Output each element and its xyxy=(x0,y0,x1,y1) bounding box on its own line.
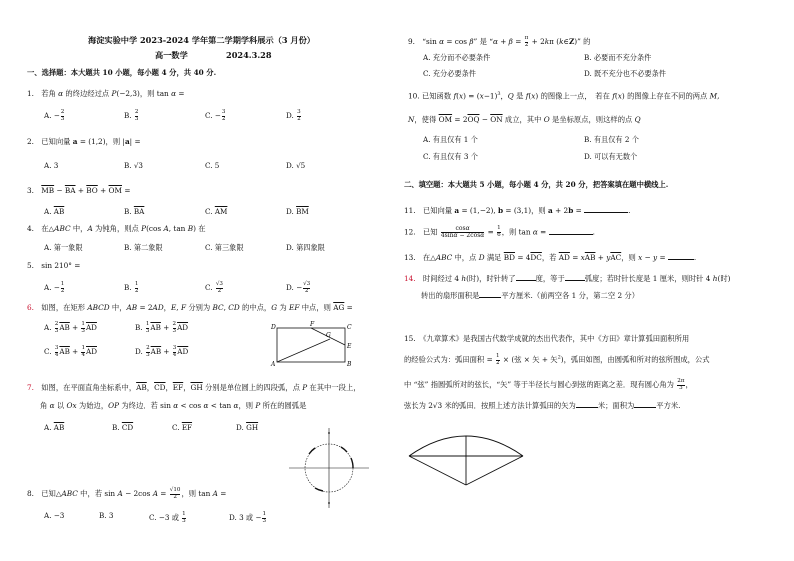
q7-option-a: A. $\overline{AB}$ xyxy=(44,423,65,432)
exam-title: 海淀实验中学 2023-2024 学年第二学期学科展示（3 月份） xyxy=(88,35,315,45)
q11-stem: 11. 已知向量 a = (1,−2), b = (3,1)，则 a + 2b = . xyxy=(404,206,631,215)
q2-stem: 2. 已知向量 a = (1,2)，则 |a| = xyxy=(27,137,141,146)
q6-stem: 6. 如图，在矩形 ABCD 中，AB = 2AD，E, F 分别为 BC, CD 的中点，G 为 EF 中点，则 $\overline{AG}$ = xyxy=(27,303,353,312)
q3-stem: 3. $\overline{MB} - \overline{BA} + \overline{BO} + \overline{OM}$ = xyxy=(27,186,131,195)
q12-stem: 12. 已知 $\frac{\cos\alpha}{4\sin\alpha - 2\cos\alpha}$ = $\frac{1}{6}$ ，则 tan α = . xyxy=(404,225,595,239)
q9-stem: 9. “sin α = cos β” 是 “α + β = $\frac{\pi}{2}$ + 2kπ (k∈Z)” 的 xyxy=(408,35,591,48)
q15-stem-line1: 15. 《九章算术》是我国古代数学成就的杰出代表作，其中《方田》章计算弧田面积所用 xyxy=(404,334,690,343)
q4-option-b: B. 第二象限 xyxy=(124,243,163,252)
q7-option-d: D. $\overline{GH}$ xyxy=(236,423,259,432)
q13-stem: 13. 在△ABC 中，点 D 满足 $\overline{BD} = 4\overline{DC}$，若 $\overline{AD} = x\overline{AB} + y\overline{AC}$，则 x − y = . xyxy=(404,253,697,262)
q1-option-d: D. $\frac{3}{2}$ xyxy=(286,109,301,122)
q6-fig-label-g: G xyxy=(326,332,331,339)
q5-option-a: A. − $\frac{1}{2}$ xyxy=(44,281,65,294)
q10-stem: 10. 已知函数 $f(x) = (x-1)^3$，Q 是 f(x) 的图像上一点， 若在 f(x) 的图像上存在不同的两点 M, xyxy=(408,91,720,101)
q5-option-b: B. $\frac{1}{2}$ xyxy=(124,281,139,294)
q5-stem: 5. sin 210° = xyxy=(27,261,81,270)
q8-option-d: D. 3 或 − $\frac{1}{3}$ xyxy=(229,511,266,524)
q3-option-c: C. $\overline{AM}$ xyxy=(205,207,228,216)
q7-stem-line2: 角 α 以 Ox 为始边，OP 为终边．若 sin α < cos α < tan α，则 P 所在的圆弧是 xyxy=(40,401,307,410)
q8-option-c: C. −3 或 $\frac{1}{3}$ xyxy=(149,511,186,524)
q8-option-b: B. 3 xyxy=(99,511,114,520)
q6-fig-label-d: D xyxy=(271,324,276,331)
q6-option-a: A. $\frac{2}{3}$ $\overline{AB}$ + $\frac{1}{3}$ $\overline{AD}$ xyxy=(44,321,97,334)
q1-option-b: B. $\frac{2}{3}$ xyxy=(124,109,139,122)
q6-fig-label-f: F xyxy=(310,321,315,328)
q4-stem: 4. 在△ABC 中，A 为钝角，则点 P(cos A, tan B) 在 xyxy=(27,224,206,233)
q6-fig-label-e: E xyxy=(347,343,352,350)
q5-option-d: D. − $\frac{√3}{2}$ xyxy=(286,281,311,294)
q6-option-d: D. $\frac{2}{3}$ $\overline{AB}$ + $\frac{3}{4}$ $\overline{AD}$ xyxy=(135,345,189,358)
section-fill-heading: 二、填空题：本大题共 5 小题，每小题 4 分，共 20 分，把答案填在题中横线上. xyxy=(404,180,669,189)
q3-option-a: A. $\overline{AB}$ xyxy=(44,207,65,216)
q9-option-a: A. 充分而不必要条件 xyxy=(423,53,491,62)
exam-subject: 高一数学 xyxy=(155,50,188,60)
q2-option-c: C. 5 xyxy=(205,161,220,170)
q14-stem-line2: 转出的扇形面积是 平方厘米.（前两空各 1 分，第二空 2 分） xyxy=(421,291,640,300)
q10-option-a: A. 有且仅有 1 个 xyxy=(423,135,478,144)
q3-option-d: D. $\overline{BM}$ xyxy=(286,207,309,216)
q6-fig-label-c: C xyxy=(347,324,352,331)
q4-option-d: D. 第四象限 xyxy=(286,243,325,252)
q15-stem-line4: 弦长为 2√3 米的弧田．按照上述方法计算弧田的矢为 米；面积为 平方米. xyxy=(404,401,681,410)
q2-option-b: B. √3 xyxy=(124,161,144,170)
q6-option-b: B. $\frac{1}{3}$ $\overline{AB}$ + $\frac{2}{3}$ $\overline{AD}$ xyxy=(135,321,189,334)
q9-option-d: D. 既不充分也不必要条件 xyxy=(584,69,666,78)
q1-option-c: C. − $\frac{3}{2}$ xyxy=(205,109,226,122)
q10-option-d: D. 可以有无数个 xyxy=(584,152,638,161)
q10-stem-line2: N，使得 $\overline{OM} = 2\overline{OQ} - \overline{ON}$ 成立，其中 O 是坐标原点，则这样的点 Q xyxy=(408,115,641,124)
q8-option-a: A. −3 xyxy=(44,511,65,520)
q1-option-a: A. − $\frac{2}{3}$ xyxy=(44,109,65,122)
q9-option-b: B. 必要而不充分条件 xyxy=(584,53,652,62)
q2-option-a: A. 3 xyxy=(44,161,59,170)
q2-option-d: D. √5 xyxy=(286,161,306,170)
q6-option-c: C. $\frac{3}{4}$ $\overline{AB}$ + $\frac{1}{4}$ $\overline{AD}$ xyxy=(44,345,97,358)
q5-option-c: C. $\frac{√3}{2}$ xyxy=(205,281,223,294)
q10-option-b: B. 有且仅有 2 个 xyxy=(584,135,639,144)
q4-option-a: A. 第一象限 xyxy=(44,243,83,252)
q15-stem-line2: 的经验公式为：弧田面积 = $\frac{1}{2}$ × (弦 × 矢 + 矢$^2$)，弧田如图，由圆弧和所对的弦所围成，公式 xyxy=(404,353,710,366)
q7-stem: 7. 如图，在平面直角坐标系中，$\overline{AB}$，$\overline{CD}$，$\overline{EF}$，$\overline{GH}$ 分别是单位圆上的四段弧，点 P 在其中一段上， xyxy=(27,383,361,392)
q14-stem: 14. 时间经过 4 h(时)，时针转了 度，等于 弧度；若时针长度是 1 厘米，则时针 4 h(时) xyxy=(404,274,731,283)
section-choice-heading: 一、选择题：本大题共 10 小题，每小题 4 分，共 40 分. xyxy=(27,68,217,77)
q8-stem: 8. 已知△ABC 中，若 sin A − 2cos A = $\frac{√10}{2}$ ，则 tan A = xyxy=(27,487,227,500)
q15-arc-field-figure xyxy=(406,428,526,488)
q6-fig-label-a: A xyxy=(271,361,276,368)
q10-option-c: C. 有且仅有 3 个 xyxy=(423,152,478,161)
q4-option-c: C. 第三象限 xyxy=(205,243,244,252)
q15-stem-line3: 中 “弦” 指圆弧所对的弦长，“矢” 等于半径长与圆心到弦的距离之差．现有圆心角为 $\frac{2\pi}{3}$ ， xyxy=(404,378,693,391)
q6-fig-label-b: B xyxy=(347,361,352,368)
q1-stem: 1. 若角 α 的终边经过点 P(−2,3)，则 tan α = xyxy=(27,89,185,98)
q6-rectangle-figure xyxy=(270,322,354,366)
q3-option-b: B. $\overline{BA}$ xyxy=(124,207,145,216)
q9-option-c: C. 充分必要条件 xyxy=(423,69,476,78)
exam-date: 2024.3.28 xyxy=(226,50,272,60)
q7-option-b: B. $\overline{CD}$ xyxy=(112,423,134,432)
q7-option-c: C. $\overline{EF}$ xyxy=(172,423,193,432)
q7-unit-circle-figure xyxy=(289,428,369,508)
